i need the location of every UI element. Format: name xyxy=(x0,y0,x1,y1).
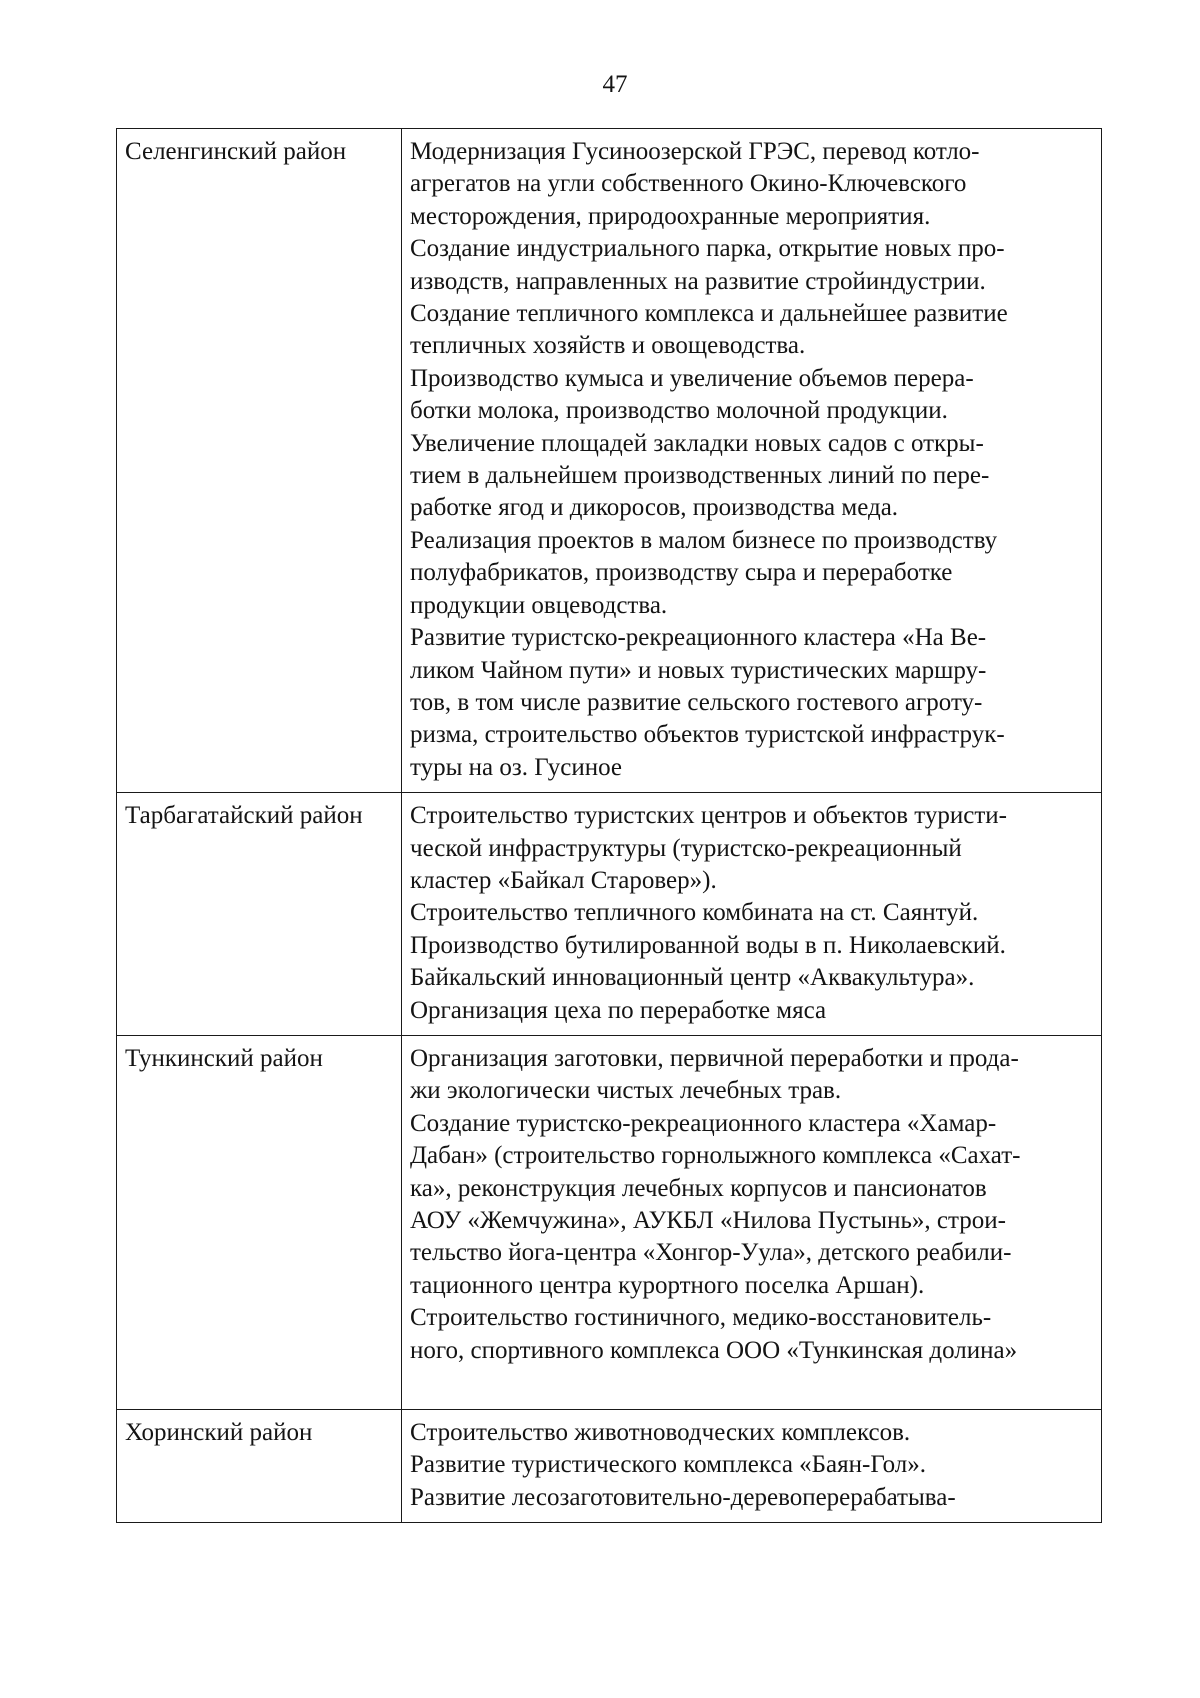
table-row xyxy=(117,1410,1102,1523)
projects-line: Организация цеха по переработке мяса xyxy=(410,996,827,1024)
projects-line: АОУ «Жемчужина», АУКБЛ «Нилова Пустынь», строи- xyxy=(410,1207,1006,1234)
projects-line: Строительство животноводческих комплексов. xyxy=(410,1419,911,1447)
projects-line: изводств, направленных на развитие стройиндустрии. xyxy=(410,267,986,295)
projects-line: месторождения, природоохранные мероприятия. xyxy=(410,202,931,230)
projects-line: Производство бутилированной воды в п. Николаевский. xyxy=(410,931,1006,959)
projects-line: кластер «Байкал Старовер»). xyxy=(410,866,717,894)
projects-cell xyxy=(402,1410,1102,1523)
district-cell: Тункинский район xyxy=(117,1035,402,1409)
projects-cell xyxy=(402,129,1102,793)
projects-line: жи экологически чистых лечебных трав. xyxy=(410,1077,842,1105)
projects-line: Создание туристско-рекреационного кластера «Хамар- xyxy=(410,1109,997,1137)
projects-line: Дабан» (строительство горнолыжного комплекса «Сахат- xyxy=(410,1142,1021,1170)
projects-line: продукции овцеводства. xyxy=(410,591,668,619)
projects-line: ного, спортивного комплекса ООО «Тункинская долина» xyxy=(410,1336,1018,1364)
projects-line: Модернизация Гусиноозерской ГРЭС, перевод котло- xyxy=(410,138,980,165)
projects-line: Байкальский инновационный центр «Аквакультура». xyxy=(410,964,975,992)
projects-line: Строительство тепличного комбината на ст. Саянтуй. xyxy=(410,899,979,927)
table-row xyxy=(117,1035,1102,1409)
projects-line: Развитие лесозаготовительно-деревоперерабатыва- xyxy=(410,1483,956,1511)
projects-line: ческой инфраструктуры (туристско-рекреационный xyxy=(410,834,962,862)
projects-line: тепличных хозяйств и овощеводства. xyxy=(410,332,806,360)
projects-line: ликом Чайном пути» и новых туристических маршру- xyxy=(410,656,987,684)
projects-line: агрегатов на угли собственного Окино-Ключевского xyxy=(410,170,967,198)
projects-line: Создание тепличного комплекса и дальнейшее развитие xyxy=(410,300,1008,328)
projects-line: Организация заготовки, первичной переработки и прода- xyxy=(410,1044,1019,1072)
projects-line: Реализация проектов в малом бизнесе по производству xyxy=(410,526,998,554)
districts-projects-table xyxy=(116,128,1102,1523)
projects-line: Строительство туристских центров и объектов туристи- xyxy=(410,802,1007,830)
page-number: 47 xyxy=(602,71,628,98)
projects-line: тием в дальнейшем производственных линий по пере- xyxy=(410,462,990,490)
projects-line: Производство кумыса и увеличение объемов перера- xyxy=(410,364,974,392)
projects-line: ризма, строительство объектов туристской инфраструк- xyxy=(410,721,1005,749)
district-cell: Хоринский район xyxy=(117,1410,402,1523)
projects-line: Строительство гостиничного, медико-восстановитель- xyxy=(410,1304,992,1332)
projects-line: полуфабрикатов, производству сыра и переработке xyxy=(410,559,953,587)
projects-line: работке ягод и дикоросов, производства меда. xyxy=(410,494,899,522)
district-cell: Селенгинский район xyxy=(117,129,402,793)
district-cell: Тарбагатайский район xyxy=(117,793,402,1036)
projects-line: тационного центра курортного поселка Аршан). xyxy=(410,1271,925,1299)
projects-line: Создание индустриального парка, открытие новых про- xyxy=(410,235,1005,263)
projects-line: туры на оз. Гусиное xyxy=(410,753,622,781)
projects-line: тельство йога-центра «Хонгор-Уула», детского реабили- xyxy=(410,1239,1012,1267)
projects-line: Развитие туристско-рекреационного кластера «На Ве- xyxy=(410,624,987,652)
projects-cell xyxy=(402,1035,1102,1409)
projects-line: ка», реконструкция лечебных корпусов и пансионатов xyxy=(410,1174,987,1202)
projects-line: Развитие туристического комплекса «Баян-Гол». xyxy=(410,1451,926,1479)
projects-line: Увеличение площадей закладки новых садов с откры- xyxy=(410,429,984,457)
projects-line: тов, в том числе развитие сельского гостевого агроту- xyxy=(410,688,983,716)
projects-line: ботки молока, производство молочной продукции. xyxy=(410,397,948,425)
projects-cell xyxy=(402,793,1102,1036)
table-row xyxy=(117,129,1102,793)
table-row xyxy=(117,793,1102,1036)
